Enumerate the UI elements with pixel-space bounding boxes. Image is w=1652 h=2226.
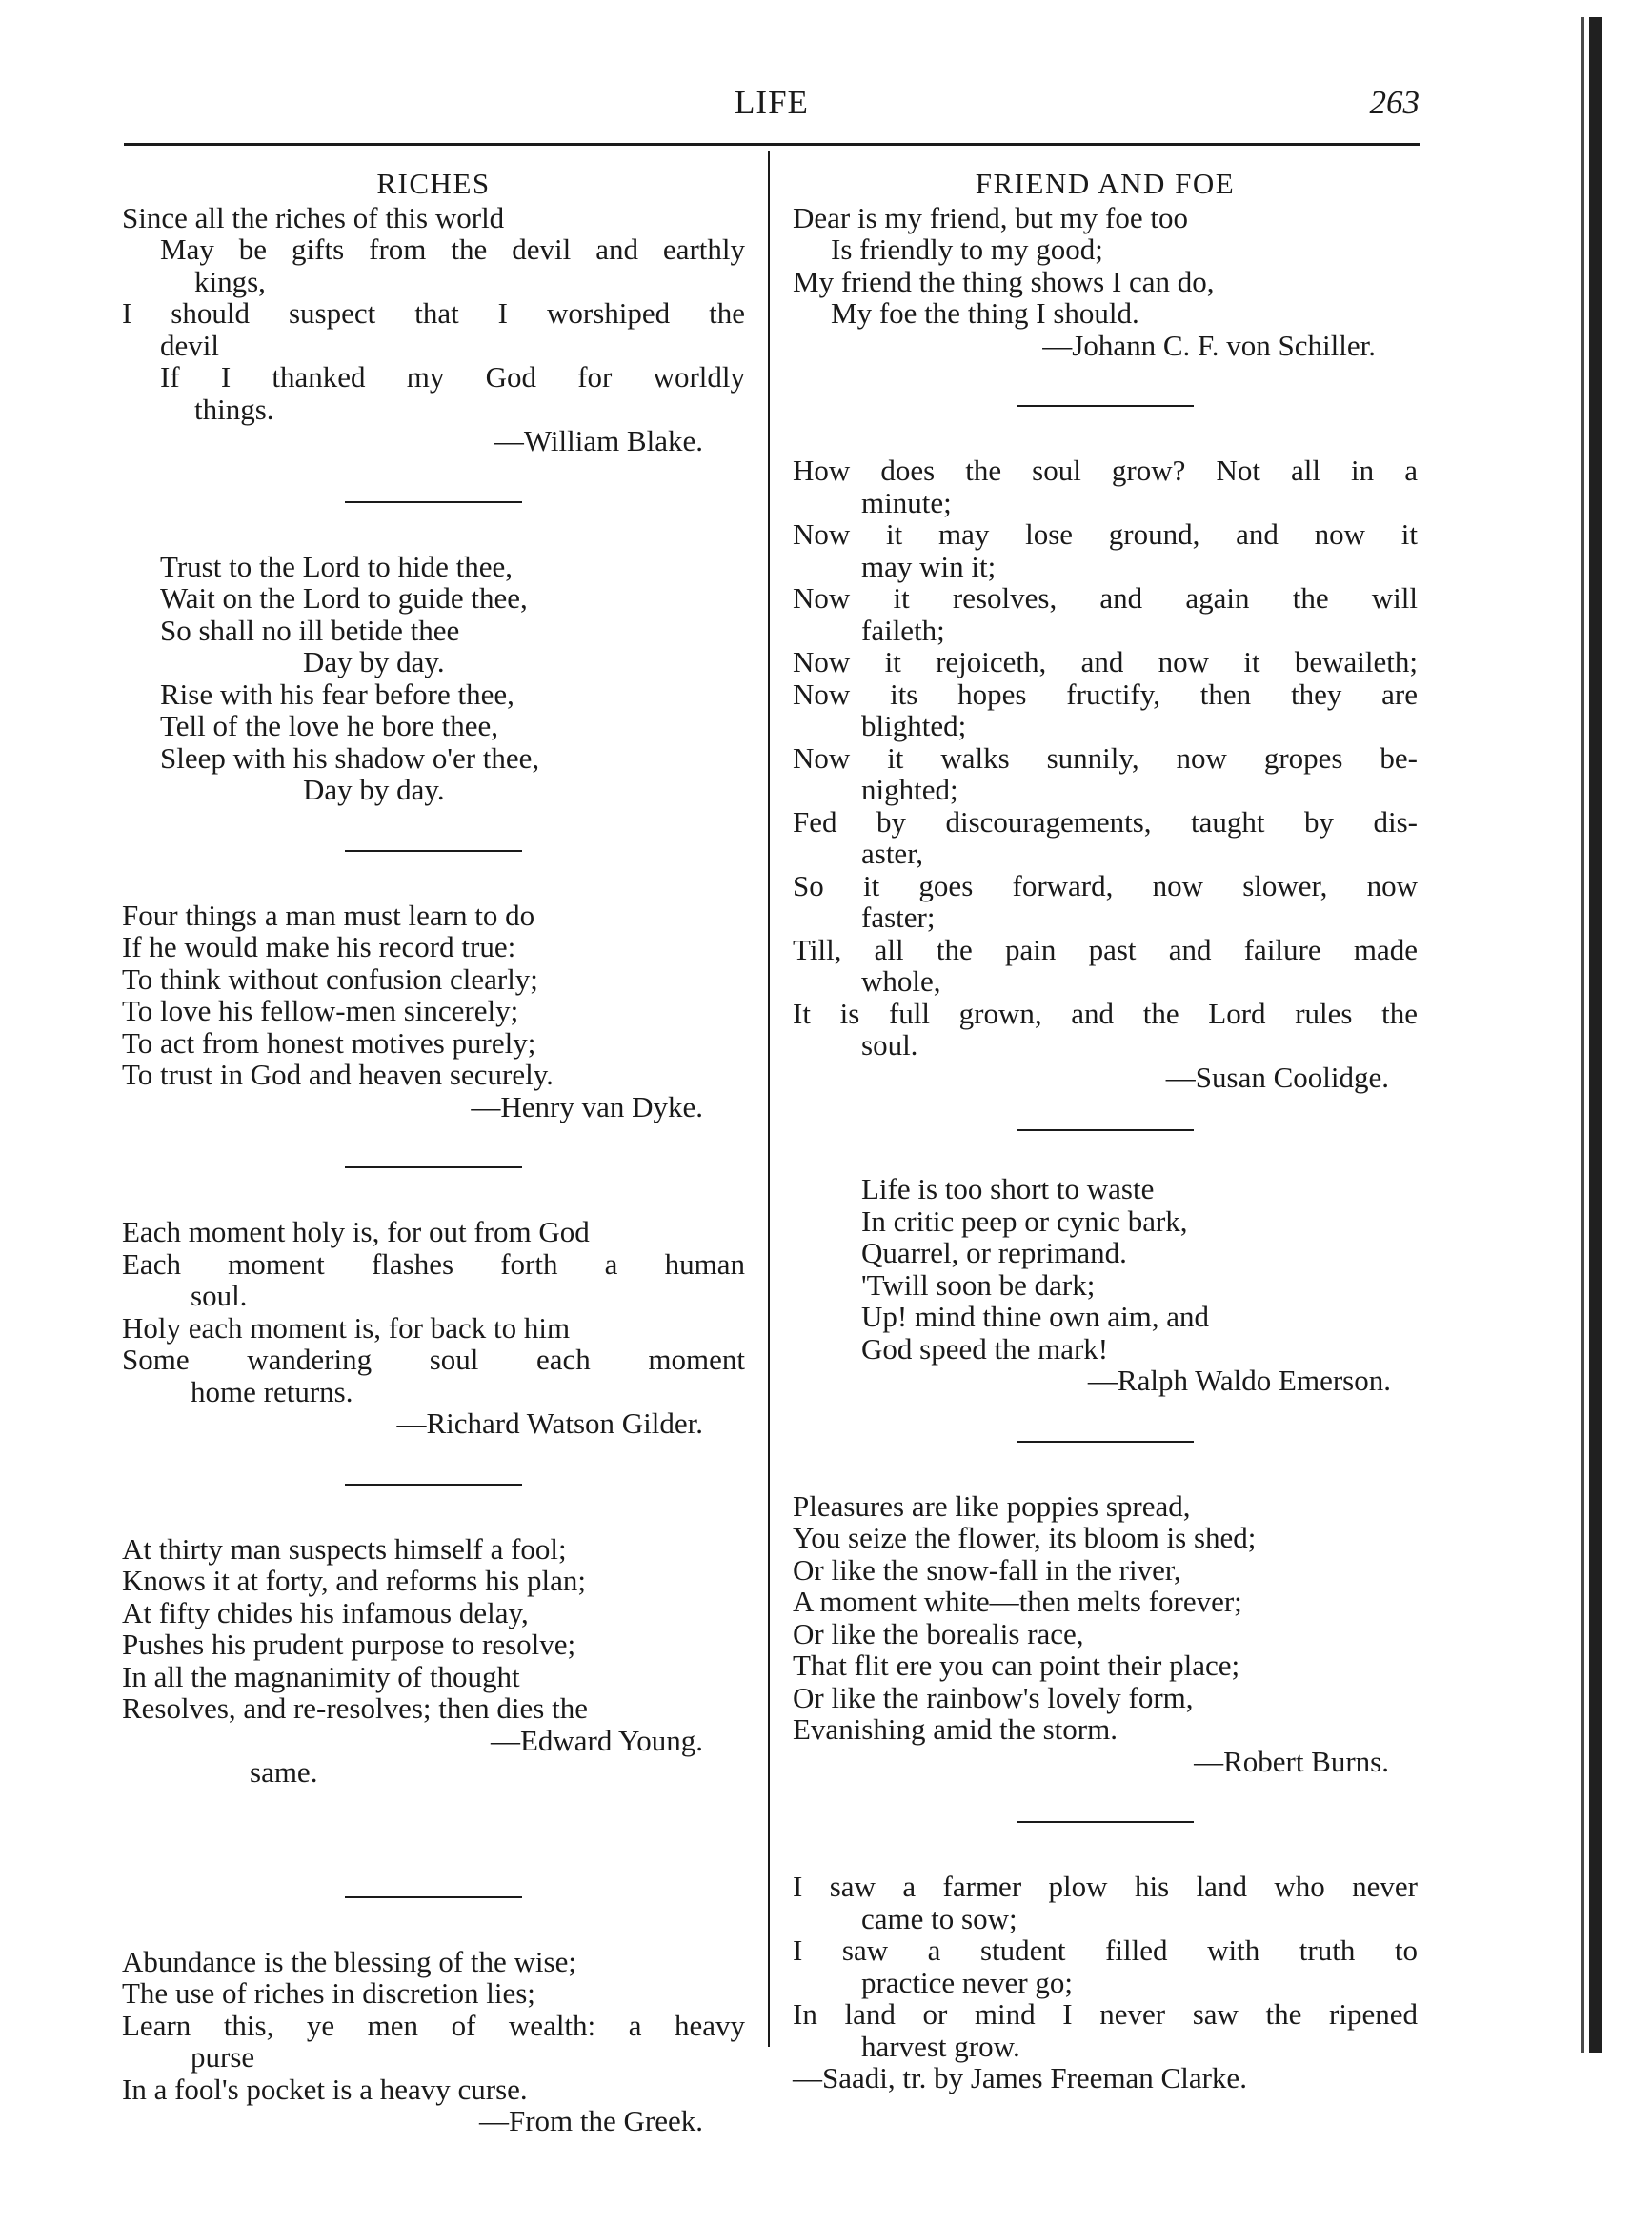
poem-line: soul. <box>191 1279 248 1312</box>
poem-line: To trust in God and heaven securely. <box>122 1058 554 1091</box>
attribution: —Edward Young. <box>490 1723 703 1757</box>
poem-line: devil <box>160 328 219 362</box>
poem-line: same. <box>250 1755 318 1789</box>
poem-line: So shall no ill betide thee <box>160 613 460 647</box>
attribution: —Richard Watson Gilder. <box>396 1406 703 1440</box>
poem-line: That flit ere you can point their place; <box>793 1649 1240 1682</box>
poem-line: To love his fellow-men sincerely; <box>122 994 519 1027</box>
section-separator <box>345 1484 522 1486</box>
poem-line: At fifty chides his infamous delay, <box>122 1595 529 1629</box>
poem-line: My foe the thing I should. <box>831 296 1139 330</box>
poem-line: In all the magnanimity of thought <box>122 1659 520 1693</box>
poem-title: FRIEND AND FOE <box>975 167 1236 200</box>
attribution: —From the Greek. <box>478 2104 703 2137</box>
poem-friend-and-foe <box>793 168 1418 361</box>
poem-line: A moment white—then melts forever; <box>793 1585 1242 1618</box>
poem-line: Life is too short to waste <box>861 1172 1155 1205</box>
poem-line: whole, <box>861 964 941 998</box>
poem-line: home returns. <box>191 1374 353 1408</box>
poem-title: RICHES <box>376 167 491 200</box>
attribution: —Robert Burns. <box>1194 1744 1389 1778</box>
poem-line: came to sow; <box>861 1901 1017 1935</box>
section-separator <box>345 501 522 503</box>
poem-line: Now it walks sunnily, now gropes be- <box>793 740 1418 775</box>
header-rule <box>124 143 1420 146</box>
poem-line: Wait on the Lord to guide thee, <box>160 581 528 615</box>
poem-line: Each moment flashes forth a human <box>122 1246 745 1281</box>
poem-line: Each moment holy is, for out from God <box>122 1215 590 1248</box>
poem-line: things. <box>194 392 274 426</box>
poem-line: faster; <box>861 901 936 934</box>
poem-line: Evanishing amid the storm. <box>793 1712 1118 1746</box>
poem-line: Day by day. <box>303 773 445 806</box>
attribution: —Johann C. F. von Schiller. <box>1042 328 1376 362</box>
poem-line: may win it; <box>861 549 997 583</box>
poem-line: Pleasures are like poppies spread, <box>793 1488 1191 1523</box>
poem-line: Abundance is the blessing of the wise; <box>122 1944 576 1978</box>
poem-line: I should suspect that I worshiped the <box>122 296 745 330</box>
poem-line: It is full grown, and the Lord rules the <box>793 996 1418 1030</box>
page-number: 263 <box>1369 84 1420 121</box>
poem-line: To think without confusion clearly; <box>122 961 538 996</box>
poem-line: harvest grow. <box>861 2029 1020 2063</box>
attribution: —Susan Coolidge. <box>1165 1060 1389 1094</box>
poem-at-thirty <box>122 1533 745 1852</box>
right-column <box>793 168 1418 2094</box>
poem-line: I saw a student filled with truth to <box>793 1933 1418 1967</box>
poem-line: So it goes forward, now slower, now <box>793 868 1418 902</box>
poem-line: Four things a man must learn to do <box>122 898 535 932</box>
poem-line: Or like the borealis race, <box>793 1616 1084 1650</box>
section-separator <box>1017 1441 1194 1443</box>
poem-line: Or like the snow-fall in the river, <box>793 1552 1181 1587</box>
poem-line: Pushes his prudent purpose to resolve; <box>122 1628 576 1661</box>
poem-line: God speed the mark! <box>861 1331 1109 1366</box>
section-separator <box>345 1166 522 1168</box>
poem-line: aster, <box>861 837 924 870</box>
poem-line: If he would make his record true: <box>122 930 516 963</box>
poem-trust <box>122 551 745 806</box>
poem-line: At thirty man suspects himself a fool; <box>122 1531 567 1566</box>
poem-line: Sleep with his shadow o'er thee, <box>160 740 540 775</box>
poem-line: nighted; <box>861 773 958 806</box>
poem-line: To act from honest motives purely; <box>122 1025 536 1060</box>
poem-riches <box>122 168 745 457</box>
poem-line: 'Twill soon be dark; <box>861 1267 1096 1302</box>
section-separator <box>345 850 522 852</box>
section-separator <box>1017 405 1194 407</box>
poem-four-things <box>122 900 745 1123</box>
poem-last-line <box>122 1725 745 1852</box>
poem-line: Quarrel, or reprimand. <box>861 1236 1127 1269</box>
poem-line: minute; <box>861 485 952 519</box>
attribution: —William Blake. <box>494 424 703 457</box>
poem-line: Dear is my friend, but my foe too <box>793 200 1188 234</box>
poem-line: Since all the riches of this world <box>122 200 505 234</box>
poem-line: I saw a farmer plow his land who never <box>793 1870 1418 1903</box>
poem-line: In critic peep or cynic bark, <box>861 1204 1188 1238</box>
poem-line: If I thanked my God for worldly <box>160 360 745 394</box>
poem-line: faileth; <box>861 613 945 647</box>
section-separator <box>1017 1129 1194 1131</box>
poem-line: practice never go; <box>861 1965 1074 1999</box>
poem-line: Is friendly to my good; <box>831 233 1103 266</box>
attribution: —Henry van Dyke. <box>471 1089 703 1123</box>
poem-line: blighted; <box>861 709 967 742</box>
poem-line: Knows it at forty, and reforms his plan; <box>122 1564 587 1597</box>
poem-soul-grow <box>793 455 1418 1093</box>
poem-line: Now it may lose ground, and now it <box>793 517 1418 551</box>
poem-line: kings, <box>194 264 266 298</box>
poem-line: Day by day. <box>303 645 445 678</box>
poem-line: Now it rejoiceth, and now it bewaileth; <box>793 645 1418 678</box>
poem-line: The use of riches in discretion lies; <box>122 1976 535 2010</box>
poem-pleasures <box>793 1490 1418 1778</box>
column-divider <box>768 151 770 2047</box>
attribution: —Saadi, tr. by James Freeman Clarke. <box>793 2061 1247 2094</box>
poem-line: Learn this, ye men of wealth: a heavy <box>122 2008 745 2042</box>
poem-line: Till, all the pain past and failure made <box>793 932 1418 966</box>
poem-line: You seize the flower, its bloom is shed; <box>793 1521 1257 1554</box>
running-head-title: LIFE <box>735 84 809 121</box>
poem-line: Or like the rainbow's lovely form, <box>793 1680 1194 1714</box>
poem-line: Some wandering soul each moment <box>122 1343 745 1376</box>
poem-abundance <box>122 1946 745 2137</box>
poem-line: Tell of the love he bore thee, <box>160 709 499 742</box>
section-separator <box>345 1896 522 1898</box>
poem-life-too-short <box>793 1173 1418 1397</box>
poem-line: My friend the thing shows I can do, <box>793 264 1215 298</box>
binding-edge-line <box>1581 17 1584 2053</box>
poem-line: Now its hopes fructify, then they are <box>793 677 1418 711</box>
poem-line: May be gifts from the devil and earthly <box>160 233 745 266</box>
poem-line: Now it resolves, and again the will <box>793 581 1418 615</box>
poem-line: In a fool's pocket is a heavy curse. <box>122 2072 528 2106</box>
poem-line: How does the soul grow? Not all in a <box>793 454 1418 487</box>
section-separator <box>1017 1821 1194 1823</box>
poem-line: purse <box>191 2040 255 2074</box>
poem-line: Trust to the Lord to hide thee, <box>160 549 513 583</box>
poem-line: Up! mind thine own aim, and <box>861 1300 1210 1333</box>
poem-line: In land or mind I never saw the ripened <box>793 1997 1418 2031</box>
poem-line: Holy each moment is, for back to him <box>122 1310 571 1345</box>
poem-farmer <box>793 1871 1418 2094</box>
poem-line: Rise with his fear before thee, <box>160 677 514 711</box>
poem-line: Fed by discouragements, taught by dis- <box>793 804 1418 839</box>
attribution: —Ralph Waldo Emerson. <box>1087 1364 1391 1397</box>
binding-edge <box>1589 17 1602 2053</box>
poem-line: Resolves, and re-resolves; then dies the <box>122 1691 588 1725</box>
poem-line: soul. <box>861 1028 918 1062</box>
left-column <box>122 168 745 2137</box>
poem-each-moment <box>122 1216 745 1440</box>
